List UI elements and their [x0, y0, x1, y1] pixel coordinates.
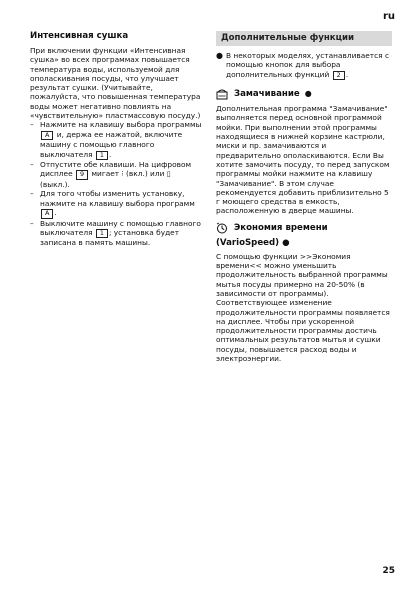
model-note-text-b: . — [345, 69, 349, 79]
soak-pot-icon — [216, 88, 228, 100]
instruction-step-2 — [30, 160, 202, 189]
off-symbol-icon: ▯ — [166, 170, 171, 179]
intensive-drying-intro: При включении функции «Интенсивная сушка» во всех программах повышается температура воды, используемой для ополаскивания посуды, что улучшает результат сушки. (Учитывайте, пожалуйста, что повышенная температура воды может негативно повлиять на «чувствительную» пластмассовую посуду.) — [30, 46, 201, 121]
instruction-list — [30, 120, 202, 247]
step-1-text-a: Нажмите на клавишу выбора программы — [40, 120, 202, 130]
step-2-text-d: (выкл.). — [40, 180, 70, 190]
step-4-text-b: ; установка будет записана в память машины. — [40, 227, 180, 248]
step-3-text-a: Для того чтобы изменить установку, нажмите на клавишу выбора программ — [40, 189, 195, 208]
step-4-text-a: Выключите машину с помощью главного выключателя — [40, 218, 201, 237]
option-key-2: 2 — [333, 71, 345, 81]
program-key-a: A — [41, 131, 53, 141]
page-number: 25 — [382, 566, 395, 576]
note-bullet-icon: ● — [216, 51, 223, 60]
main-switch-key-2: 1 — [96, 229, 108, 239]
model-note-text-a: В некоторых моделях, устанавливается с помощью кнопок для выбора дополнительных функций — [226, 51, 390, 79]
step-3-text-b: . — [54, 207, 57, 217]
varioSpeed-title: Экономия времени — [234, 222, 328, 233]
left-column — [30, 31, 202, 248]
intensive-drying-heading: Интенсивная сушка — [30, 31, 129, 41]
model-note — [216, 51, 392, 80]
varioSpeed-subtitle-row — [216, 238, 392, 248]
instruction-step-3 — [30, 189, 202, 218]
soak-title: Замачивание — [234, 89, 300, 100]
soak-bullet-icon: ● — [304, 89, 312, 99]
varioSpeed-description: С помощью функции >>Экономия времени<< можно уменьшить продолжительность выбранной программы мытья посуды примерно на 20-50% (в зависимости от программы). Соответствующее изменение продолжительности программы появляется на дисплее. Чтобы при ускоренной продолжительности программы достичь оптимальных результатов мытья и сушки посуды, повышается расход воды и электроэнергии. — [216, 251, 390, 364]
step-1-text-b: и, держа ее нажатой, включите машину с помощью главного выключателя — [40, 129, 183, 159]
on-symbol-icon: ⁝ — [121, 170, 124, 179]
instruction-step-4 — [30, 219, 202, 248]
varioSpeed-heading-row — [216, 222, 392, 234]
soak-description: Дополнительная программа "Замачивание" выполняется перед основной программой мойки. При выполнении этой программы находящиеся в нижней корзине кастрюли, миски и пр. замачиваются и предварительно ополаскиваются. Если Вы хотите замочить посуду, то перед запуском программы мойки нажмите на клавишу "Замачивание". В этом случае рекомендуется добавить приблизительно 5 г моющего средства в емкость, расположенную в дверце машины. — [216, 104, 390, 216]
main-switch-key: 1 — [96, 151, 108, 161]
right-column — [216, 31, 392, 363]
instruction-step-1 — [30, 120, 202, 160]
display-key-9: 9 — [76, 170, 88, 180]
soak-heading-row — [216, 88, 392, 100]
step-2-text-a: Отпустите обе клавиши. На цифровом дисплее — [40, 160, 192, 179]
step-1-text-c: . — [108, 149, 112, 159]
step-2-text-b: мигает — [91, 169, 120, 179]
varioSpeed-subtitle: (VarioSpeed) — [216, 237, 280, 248]
step-2-text-c: (вкл.) или — [126, 169, 165, 179]
varioSpeed-bullet-icon: ● — [282, 237, 290, 248]
speed-clock-icon — [216, 222, 228, 234]
additional-functions-heading: Дополнительные функции — [216, 31, 392, 46]
language-code: ru — [382, 11, 395, 22]
program-key-a-2: A — [41, 209, 53, 219]
